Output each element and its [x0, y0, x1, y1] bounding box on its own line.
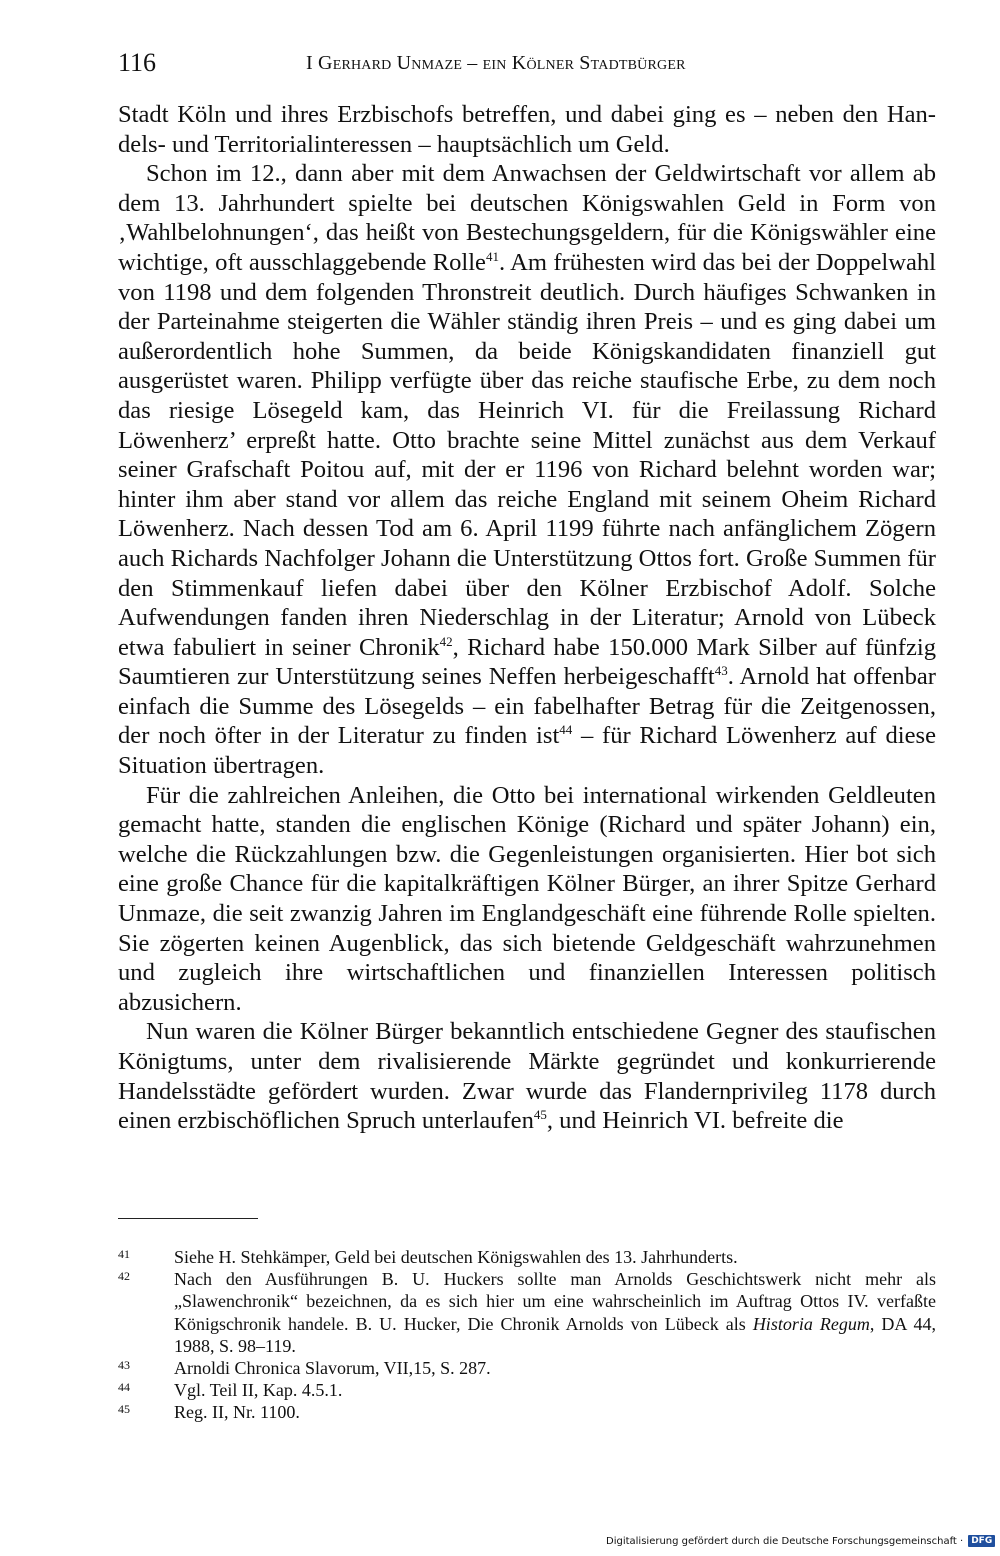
paragraph-2: Schon im 12., dann aber mit dem Anwachsen der Geldwirtschaft vor allem ab dem 13. Jahrhundert spielte bei deutschen Königswahlen Geld in Form von ‚Wahlbelohnungen‘, das heißt von Bestechungsgeldern, für die Königswähler eine wichtige, oft ausschlaggebende Rolle$^{41}$. Am frühesten wird das bei der Doppelwahl von 1198 und dem folgenden Thronstreit deutlich. Durch häufiges Schwanken in der Parteinahme steigerten die Wähler ständig ihren Preis – und es ging dabei um außerordentlich hohe Summen, da beide Königskandidaten finanziell gut ausgerüstet waren. Philipp verfügte über das reiche staufische Erbe, zu dem noch das riesige Lösegeld kam, das Heinrich VI. für die Freilassung Richard Löwenherz’ erpreßt hatte. Otto brachte seine Mittel zunächst aus dem Verkauf seiner Grafschaft Poitou auf, mit der er 1196 von Richard belehnt worden war; hinter ihm aber stand vor allem das reiche England mit seinem Oheim Richard Löwenherz. Nach dessen Tod am 6. April 1199 führte nach anfänglichem Zögern auch Richards Nachfolger Johann die Unterstützung Ottos fort. Große Summen für den Stimmenkauf liefen dabei über den Kölner Erzbischof Adolf. Solche Aufwendungen fanden ihren Niederschlag in der Literatur; Arnold von Lübeck etwa fabuliert in seiner Chronik$^{42}$, Richard habe 150.000 Mark Silber auf fünfzig Saumtieren zur Unterstützung seines Neffen herbeigeschafft$^{43}$. Arnold hat offenbar einfach die Summe des Lösegelds – ein fabelhafter Betrag für die Zeitgenossen, der noch öfter in der Literatur zu finden ist$^{44}$ – für Richard Löwenherz auf diese Situation übertragen.: [118, 160, 937, 780]
footnote-text: Nach den Ausführungen B. U. Huckers sollte man Arnolds Geschichtswerk nicht mehr als „Slawenchronik“ bezeichnen, da es sich hier um eine wahrscheinlich im Auftrag Ottos IV. verfaßte Königschronik handele. B. U. Hucker, Die Chronik Arnolds von Lübeck als: [174, 1269, 936, 1334]
footnote-number: 43: [118, 1358, 130, 1373]
footnote-44: [118, 1379, 936, 1401]
footnote-ref-42[interactable]: 42: [439, 633, 453, 649]
page-header: [118, 48, 938, 80]
digitization-credit: [606, 1535, 995, 1547]
footnote-italic-title: Historia Regum: [752, 1313, 870, 1334]
footnote-43: [118, 1357, 936, 1379]
footnote-number: 42: [118, 1269, 130, 1284]
footnote-number: 44: [118, 1380, 130, 1395]
footnote-42: [118, 1268, 936, 1357]
footnotes: [118, 1246, 936, 1424]
page-number: 116: [118, 48, 157, 77]
dfg-logo: DFG: [968, 1535, 995, 1547]
footnote-45: [118, 1401, 936, 1423]
credit-text: Digitalisierung gefördert durch die Deutsche Forschungsgemeinschaft ·: [606, 1535, 964, 1547]
footnote-number: 45: [118, 1402, 130, 1417]
footnote-text: Siehe H. Stehkämper, Geld bei deutschen Königswahlen des 13. Jahrhunderts.: [174, 1247, 738, 1267]
paragraph-1: Stadt Köln und ihres Erzbischofs betreffen, und dabei ging es – neben den Handels- und Territorialinteressen – hauptsächlich um Geld.: [118, 101, 936, 158]
footnote-number: 41: [118, 1247, 130, 1261]
running-title: I Gerhard Unmaze – ein Kölner Stadtbürger: [306, 52, 686, 74]
footnote-ref-43[interactable]: 43: [714, 663, 728, 679]
footnote-text: Arnoldi Chronica Slavorum, VII,15, S. 287.: [174, 1358, 491, 1379]
paragraph-4: Nun waren die Kölner Bürger bekanntlich entschiedene Gegner des staufischen Königtums, unter dem rivalisierende Märkte gegründet und konkurrierende Handelsstädte gefördert wurden. Zwar wurde das Flandernprivileg 1178 durch einen erzbischöflichen Spruch unterlaufen$^{45}$, und Heinrich VI. befreite die: [118, 1018, 936, 1135]
main-text: [118, 100, 936, 1136]
footnote-ref-45[interactable]: 45: [533, 1107, 547, 1123]
footnote-text: Reg. II, Nr. 1100.: [174, 1402, 300, 1423]
footnote-ref-41[interactable]: 41: [485, 248, 499, 264]
footnote-41: [118, 1246, 936, 1268]
footnote-separator: [118, 1218, 258, 1219]
paragraph-3: Für die zahlreichen Anleihen, die Otto bei international wirkenden Geldleuten gemacht hatte, standen die englischen Könige (Richard und später Johann) ein, welche die Rückzahlungen bzw. die Gegenleistungen organisierten. Hier bot sich eine große Chance für die kapitalkräftigen Kölner Bürger, an ihrer Spitze Gerhard Unmaze, die seit zwanzig Jahren im Englandgeschäft eine führende Rolle spielten. Sie zögerten keinen Augenblick, das sich bietende Geldgeschäft wahrzunehmen und zugleich ihre wirtschaftlichen und finanziellen Interessen politisch abzusichern.: [118, 781, 936, 1016]
footnote-text-end: , DA 44, 1988, S. 98–119.: [174, 1313, 936, 1356]
footnote-ref-44[interactable]: 44: [559, 722, 573, 738]
footnote-text: Vgl. Teil II, Kap. 4.5.1.: [174, 1380, 343, 1401]
